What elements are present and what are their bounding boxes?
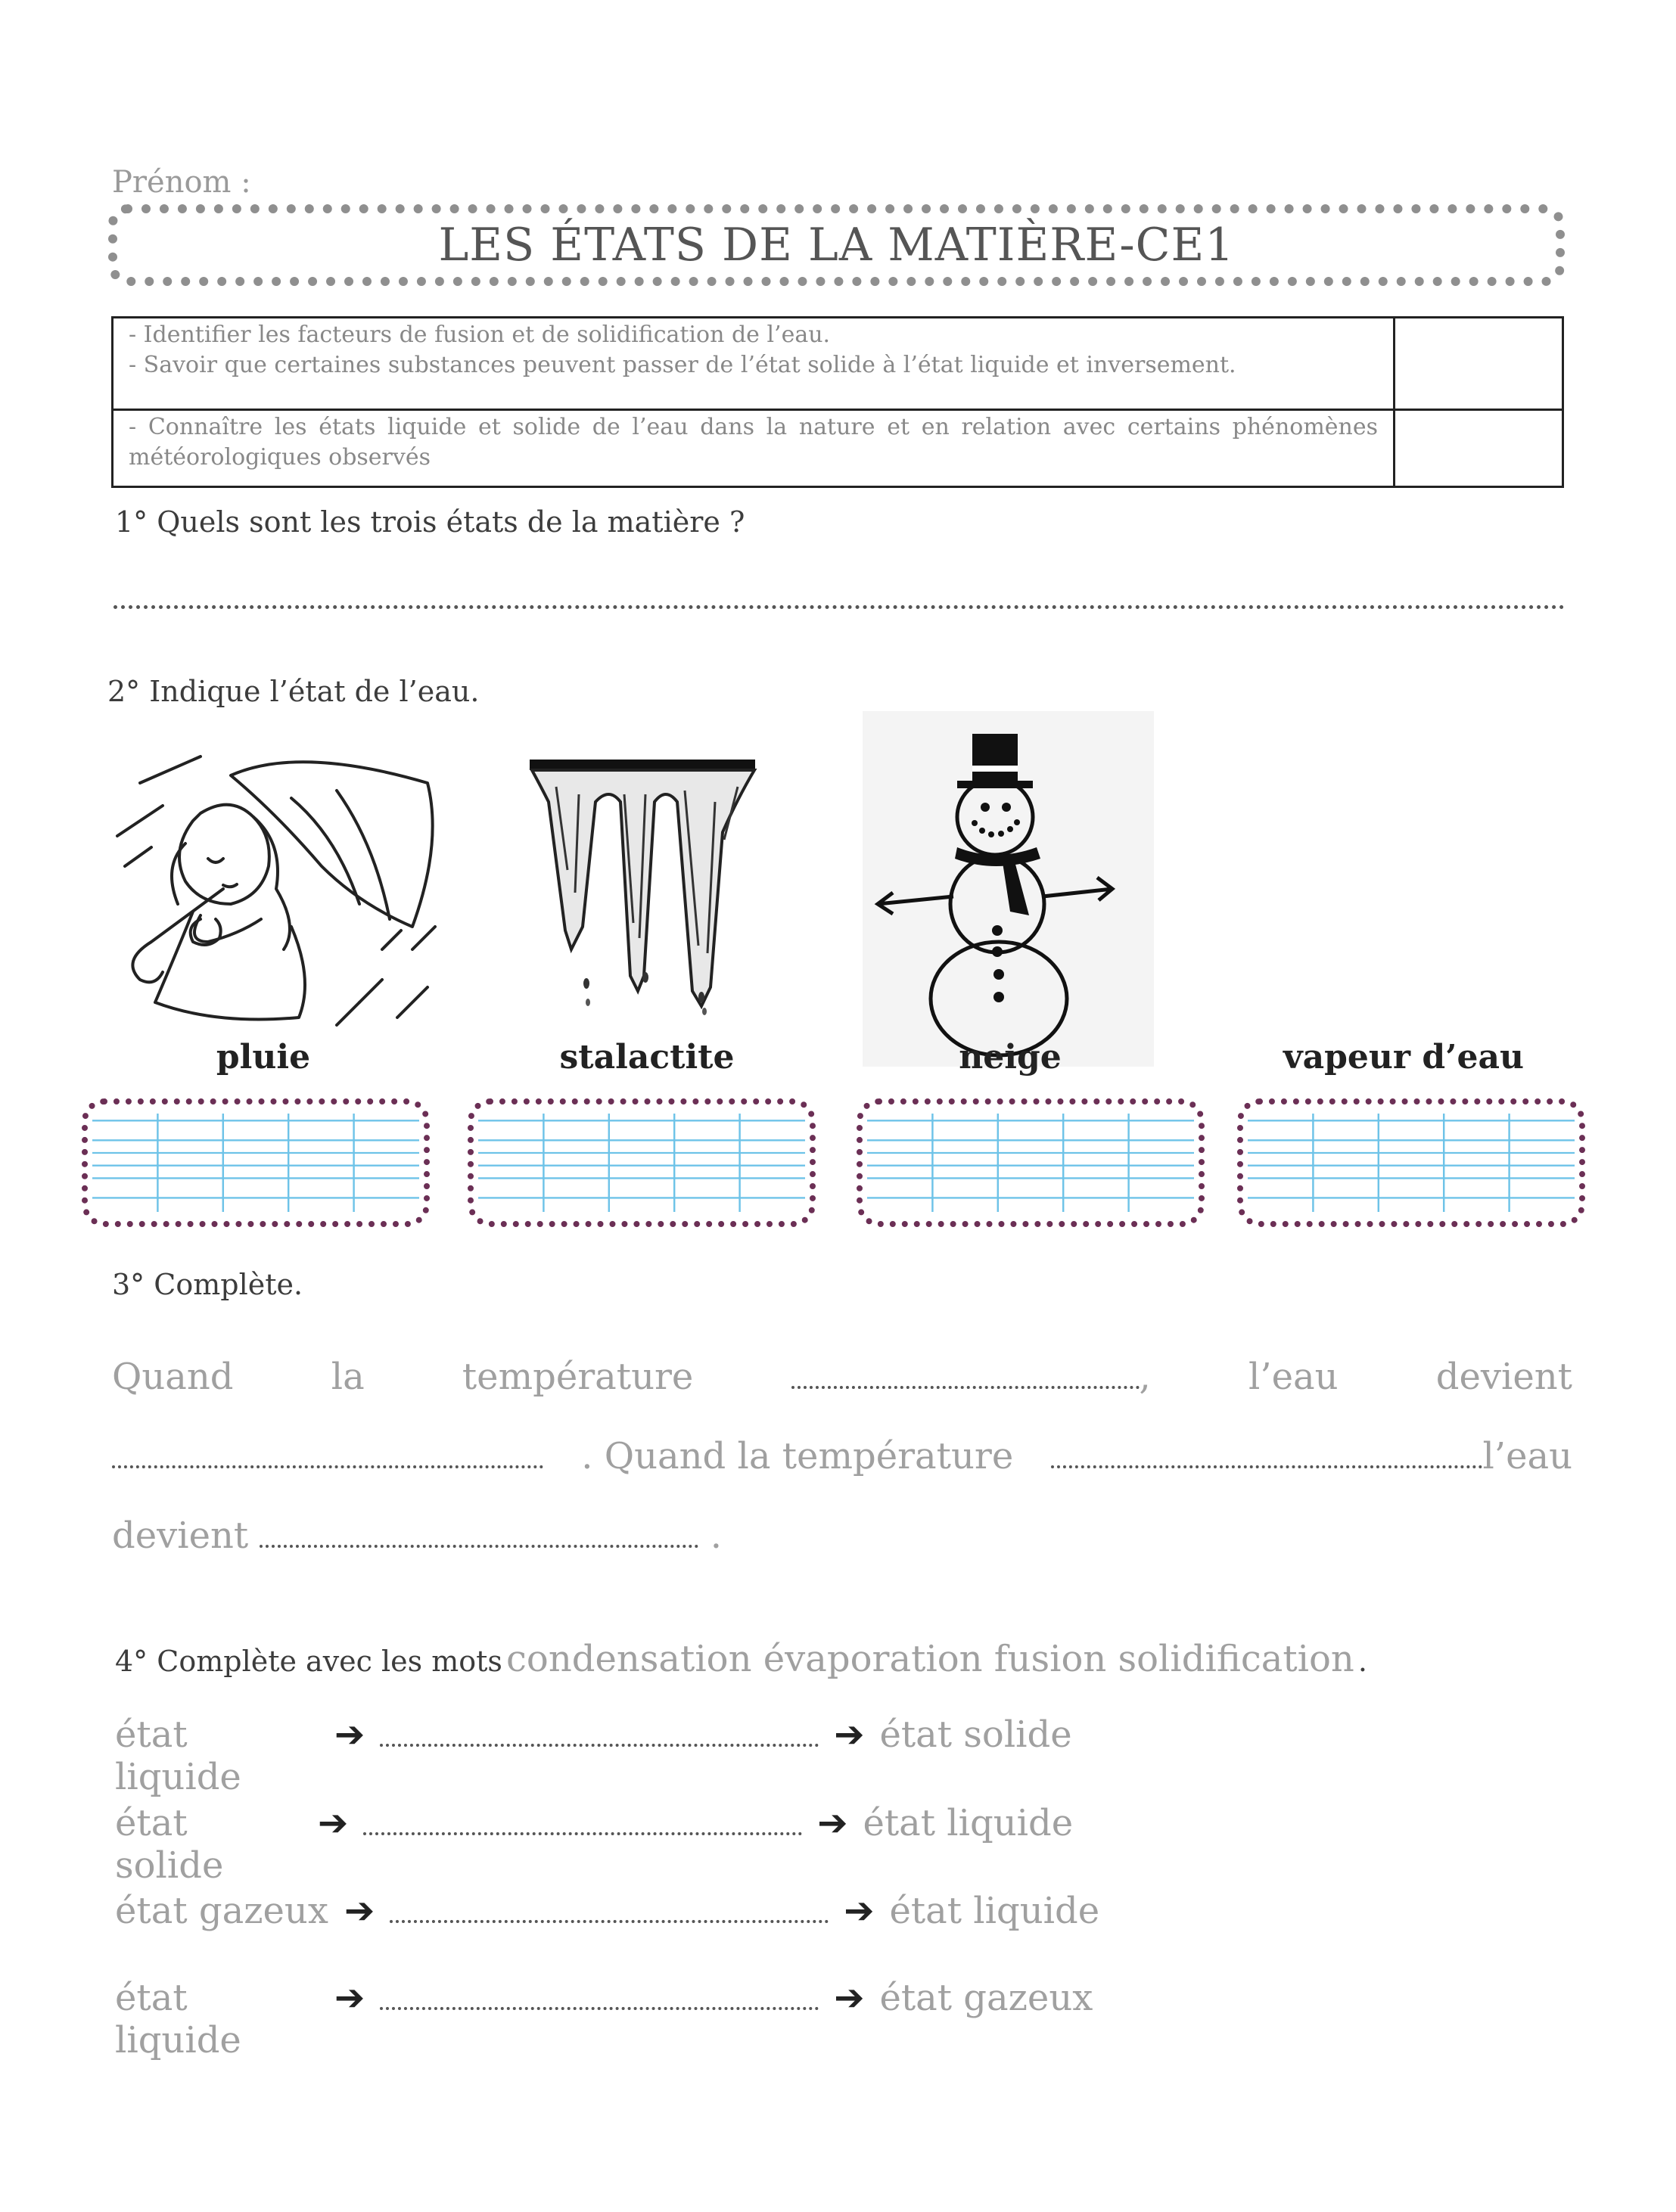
- q3-word: l’eau: [1248, 1356, 1339, 1398]
- grade-cell[interactable]: [1395, 410, 1563, 487]
- skill-line: - Savoir que certaines substances peuvent passer de l’état solide à l’état liquide et inversement.: [129, 352, 1236, 378]
- q3-word: Quand: [112, 1356, 234, 1398]
- skills-table: [111, 316, 1564, 488]
- arrow-icon: ➔: [834, 1713, 865, 1756]
- q3-word: l’eau: [1482, 1435, 1572, 1477]
- answer-box-stalactite[interactable]: [468, 1098, 816, 1227]
- transformation-blank[interactable]: [380, 1733, 819, 1747]
- q3-word: devient: [1435, 1356, 1572, 1398]
- transformation-row: [115, 1890, 1099, 1932]
- title-box: [108, 204, 1565, 286]
- state-from: état gazeux: [115, 1890, 328, 1932]
- ruled-lines: [867, 1114, 1194, 1212]
- skill-line: - Identifier les facteurs de fusion et de solidification de l’eau.: [129, 322, 831, 348]
- label-pluie: pluie: [216, 1038, 311, 1076]
- arrow-icon: ➔: [334, 1977, 365, 2019]
- skills-row: [113, 410, 1563, 487]
- question-1: 1° Quels sont les trois états de la matière ?: [115, 505, 745, 539]
- ruled-lines: [1248, 1114, 1575, 1212]
- q3-blank-group: [791, 1354, 1151, 1400]
- arrow-icon: ➔: [817, 1802, 848, 1844]
- q3-word: .: [710, 1515, 723, 1557]
- arrow-icon: ➔: [834, 1977, 865, 2019]
- q3-line-3: [112, 1513, 722, 1558]
- page-title: LES ÉTATS DE LA MATIÈRE-CE1: [438, 219, 1235, 272]
- question-3: 3° Complète.: [112, 1268, 303, 1301]
- q4-prefix: 4° Complète avec les mots: [115, 1645, 502, 1678]
- arrow-icon: ➔: [318, 1802, 349, 1844]
- q3-blank[interactable]: [791, 1375, 1140, 1389]
- answer-box-neige[interactable]: [857, 1098, 1205, 1227]
- question-2: 2° Indique l’état de l’eau.: [107, 675, 480, 708]
- q3-word: ,: [1139, 1356, 1151, 1398]
- transformation-row: [115, 1713, 1072, 1798]
- skill-line: - Connaître les états liquide et solide de l’eau dans la nature et en relation avec certains phénomènes météorologiques observés: [129, 414, 1378, 471]
- grade-cell[interactable]: [1395, 318, 1563, 410]
- q3-line-1: [112, 1354, 1572, 1400]
- q3-blank-group: [1051, 1434, 1572, 1479]
- skills-text-cell: [113, 318, 1395, 410]
- state-from: état liquide: [115, 1713, 241, 1798]
- skills-text-cell: [113, 410, 1395, 487]
- icicles-icon: [526, 756, 760, 1017]
- q4-words: condensation évaporation fusion solidification: [506, 1638, 1354, 1680]
- q4-suffix: .: [1357, 1645, 1367, 1678]
- ruled-lines: [478, 1114, 805, 1212]
- q3-word: devient: [112, 1515, 249, 1557]
- answer-box-vapeur[interactable]: [1237, 1098, 1585, 1227]
- answer-box-pluie[interactable]: [82, 1098, 430, 1227]
- label-neige: neige: [959, 1038, 1062, 1076]
- state-to: état gazeux: [879, 1977, 1093, 2019]
- answer-line-q1[interactable]: [113, 605, 1565, 609]
- arrow-icon: ➔: [344, 1890, 375, 1932]
- q3-word: la: [331, 1356, 365, 1398]
- ruled-lines: [92, 1114, 419, 1212]
- state-to: état liquide: [863, 1802, 1074, 1844]
- question-4: [115, 1638, 1367, 1680]
- q3-word: . Quand la température: [581, 1435, 1014, 1477]
- skills-row: [113, 318, 1563, 410]
- state-to: état liquide: [889, 1890, 1100, 1932]
- transformation-blank[interactable]: [380, 1996, 819, 2010]
- q3-blank[interactable]: [112, 1455, 543, 1468]
- girl-umbrella-rain-icon: [110, 753, 454, 1036]
- q3-line-2: [112, 1434, 1572, 1479]
- q3-word: température: [462, 1356, 694, 1398]
- arrow-icon: ➔: [334, 1713, 365, 1756]
- q3-blank[interactable]: [1051, 1455, 1482, 1468]
- label-stalactite: stalactite: [559, 1038, 735, 1076]
- transformation-row: [115, 1977, 1093, 2061]
- transformation-row: [115, 1802, 1073, 1887]
- state-from: état solide: [115, 1802, 224, 1887]
- transformation-blank[interactable]: [390, 1909, 829, 1923]
- q3-blank[interactable]: [260, 1534, 698, 1548]
- arrow-icon: ➔: [844, 1890, 875, 1932]
- state-to: état solide: [879, 1713, 1072, 1756]
- snowman-icon: [863, 711, 1154, 1067]
- transformation-blank[interactable]: [363, 1822, 802, 1835]
- prenom-label: Prénom :: [112, 165, 251, 200]
- state-from: état liquide: [115, 1977, 241, 2061]
- label-vapeur: vapeur d’eau: [1283, 1038, 1524, 1076]
